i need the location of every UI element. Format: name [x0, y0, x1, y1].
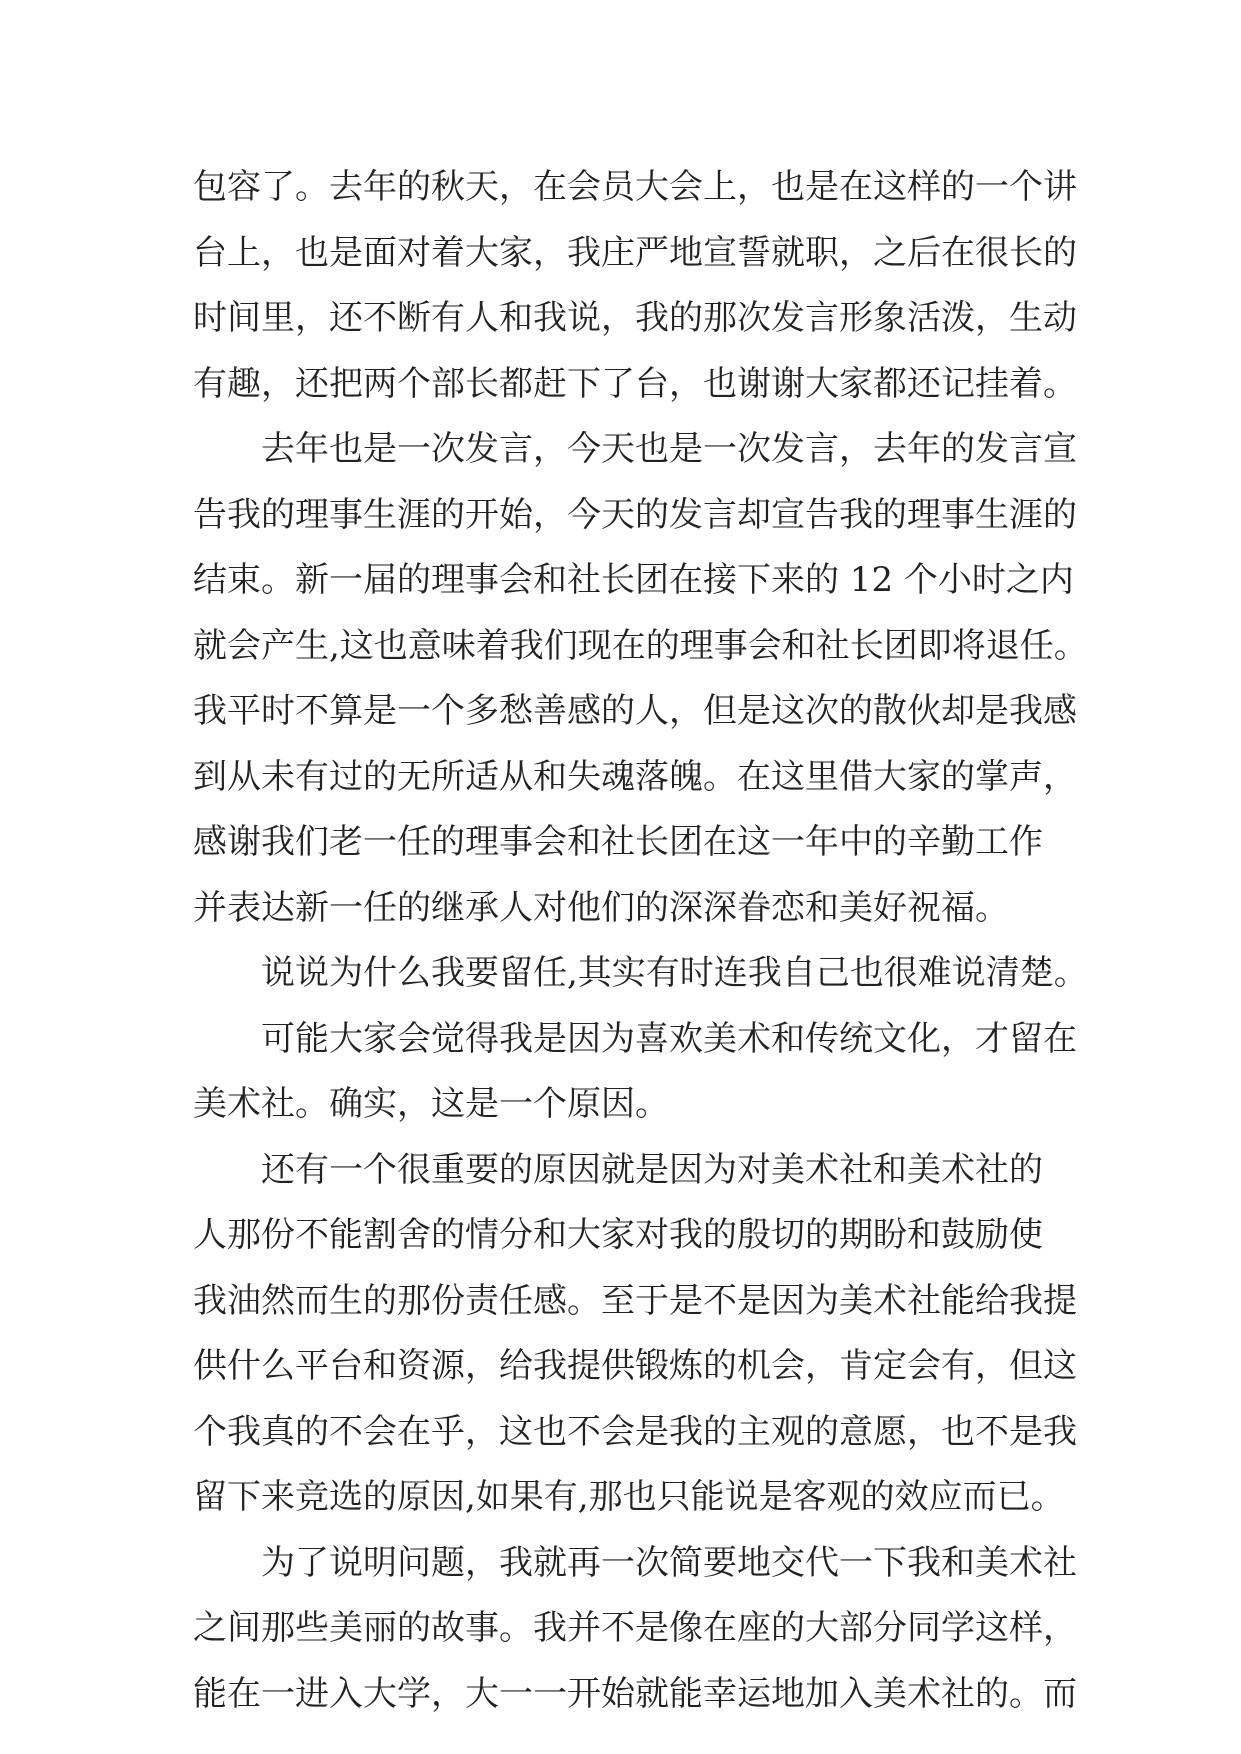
text-line: 包容了。去年的秋天，在会员大会上，也是在这样的一个讲	[193, 167, 1077, 207]
text-line: 供什么平台和资源，给我提供锻炼的机会，肯定会有，但这	[193, 1346, 1077, 1386]
text-line: 告我的理事生涯的开始，今天的发言却宣告我的理事生涯的	[193, 494, 1077, 535]
text-line: 个我真的不会在乎，这也不会是我的主观的意愿，也不是我	[193, 1411, 1077, 1452]
text-line: 人那份不能割舍的情分和大家对我的殷切的期盼和鼓励使	[193, 1215, 1043, 1255]
text-line: 就会产生,这也意味着我们现在的理事会和社长团即将退任。	[193, 625, 1088, 666]
text-line: 之间那些美丽的故事。我并不是像在座的大部分同学这样，	[193, 1608, 1077, 1648]
paragraph-first-line: 为了说明问题，我就再一次简要地交代一下我和美术社	[261, 1542, 1077, 1583]
text-line: 感谢我们老一任的理事会和社长团在这一年中的辛勤工作	[193, 822, 1043, 862]
text-line: 到从未有过的无所适从和失魂落魄。在这里借大家的掌声，	[193, 756, 1077, 797]
text-line: 有趣，还把两个部长都赶下了台，也谢谢大家都还记挂着。	[193, 363, 1077, 404]
text-line: 台上，也是面对着大家，我庄严地宣誓就职，之后在很长的	[193, 232, 1077, 273]
text-line: 留下来竞选的原因,如果有,那也只能说是客观的效应而已。	[193, 1477, 1065, 1517]
paragraph-first-line: 说说为什么我要留任,其实有时连我自己也很难说清楚。	[261, 953, 1088, 993]
text-line: 我油然而生的那份责任感。至于是不是因为美术社能给我提	[193, 1280, 1077, 1321]
text-line: 美术社。确实，这是一个原因。	[193, 1084, 669, 1124]
text-line: 并表达新一任的继承人对他们的深深眷恋和美好祝福。	[193, 887, 1009, 928]
paragraph-first-line: 去年也是一次发言，今天也是一次发言，去年的发言宣	[261, 429, 1077, 469]
text-line: 能在一进入大学，大一一开始就能幸运地加入美术社的。而	[193, 1673, 1077, 1714]
document-body	[193, 155, 1088, 1727]
paragraph-first-line: 还有一个很重要的原因就是因为对美术社和美术社的	[261, 1149, 1043, 1190]
text-line: 结束。新一届的理事会和社长团在接下来的 12 个小时之内	[193, 560, 1074, 600]
text-line: 时间里，还不断有人和我说，我的那次发言形象活泼，生动	[193, 298, 1077, 338]
paragraph-first-line: 可能大家会觉得我是因为喜欢美术和传统文化，才留在	[261, 1018, 1077, 1059]
text-line: 我平时不算是一个多愁善感的人，但是这次的散伙却是我感	[193, 691, 1077, 731]
